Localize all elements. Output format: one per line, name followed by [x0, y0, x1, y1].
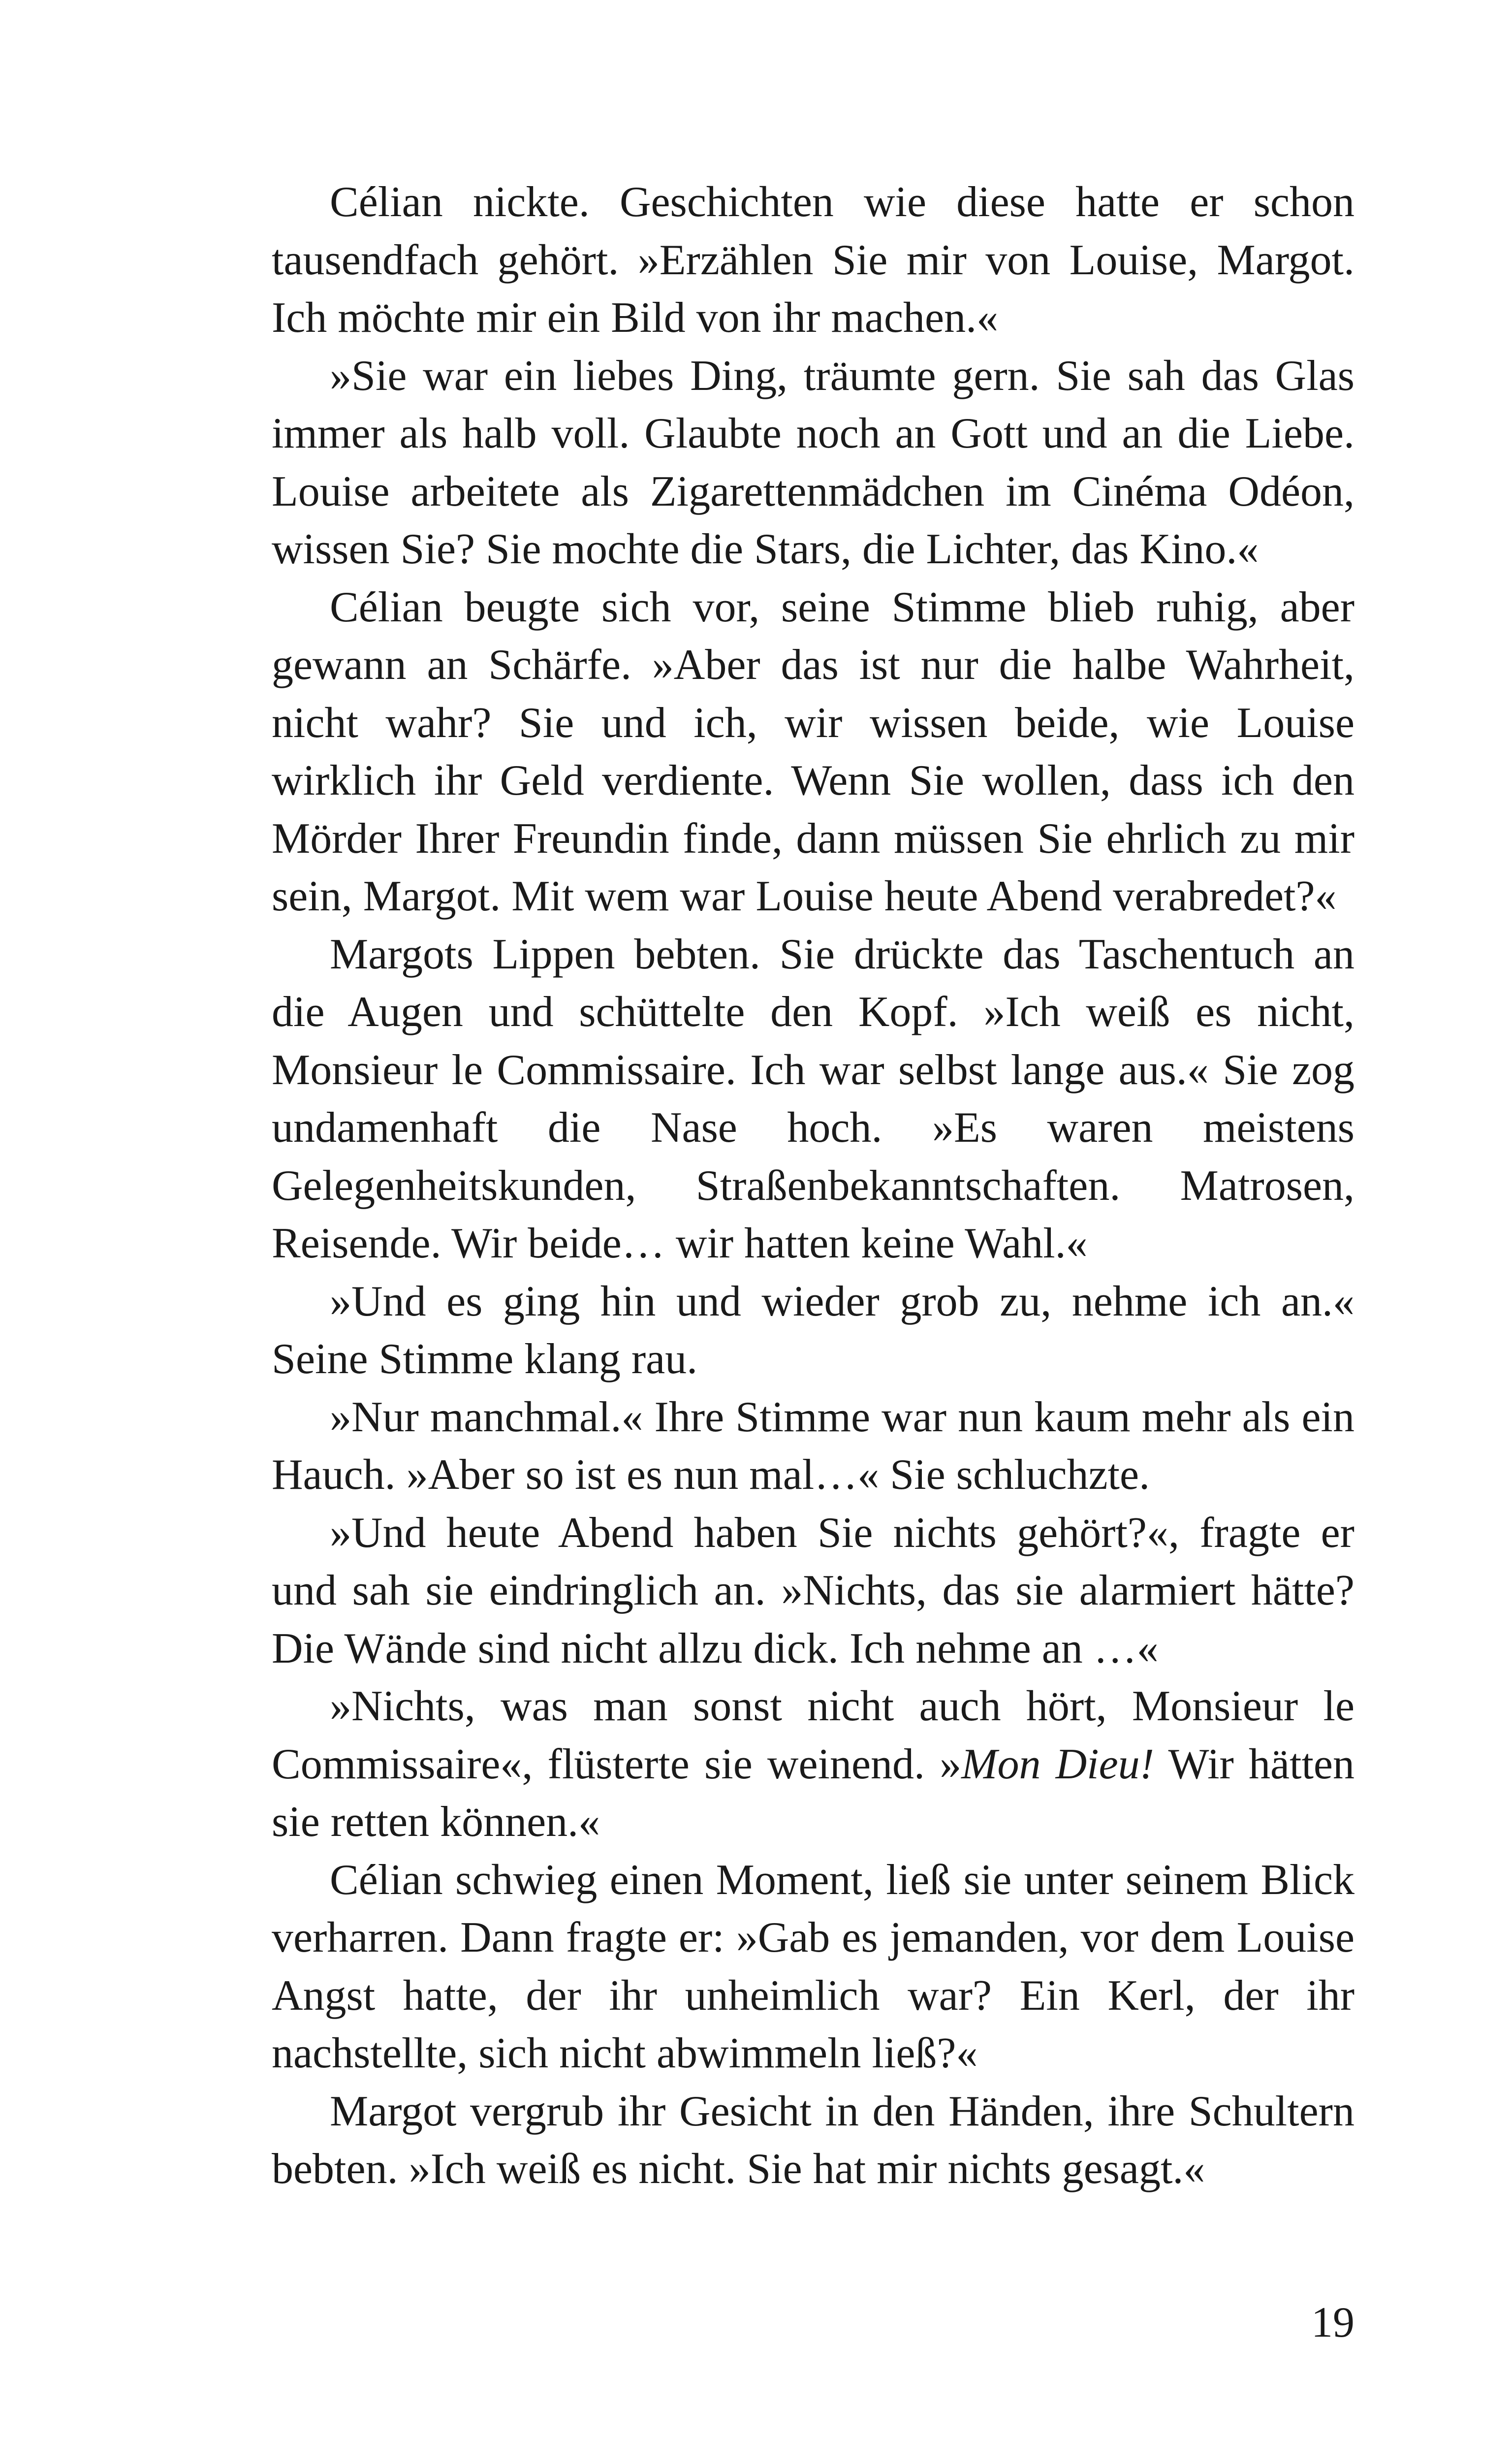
text-run: Célian beugte sich vor, seine Stimme blieb ruhig, aber gewann an Schärfe. »Aber das ist nur die halbe Wahrheit, nicht wahr? Sie und ich, wir wissen beide, wie Louise wirklich ihr Geld verdiente. Wenn Sie wollen, dass ich den Mörder Ihrer Freundin finde, dann müssen Sie ehrlich zu mir sein, Margot. Mit wem war Louise heute Abend verabredet?«: [272, 583, 1354, 920]
text-run: »Nur manchmal.« Ihre Stimme war nun kaum mehr als ein Hauch. »Aber so ist es nun mal…« Sie schluchzte.: [272, 1393, 1354, 1499]
paragraph: [272, 579, 1354, 926]
paragraph: [272, 1851, 1354, 2083]
text-run: »Sie war ein liebes Ding, träumte gern. Sie sah das Glas immer als halb voll. Glaubte noch an Gott und an die Liebe. Louise arbeitete als Zigarettenmädchen im Cinéma Odéon, wissen Sie? Sie mochte die Stars, die Lichter, das Kino.«: [272, 352, 1354, 573]
text-run: »Nichts, was man sonst nicht auch hört, Monsieur le Commissaire«, flüsterte sie weinend. »: [272, 1682, 1354, 1788]
paragraph: [272, 1273, 1354, 1388]
paragraph: [272, 1677, 1354, 1851]
text-run: Margots Lippen bebten. Sie drückte das Taschentuch an die Augen und schüttelte den Kopf. »Ich weiß es nicht, Monsieur le Commissaire. Ich war selbst lange aus.« Sie zog undamenhaft die Nase hoch. »Es waren meistens Gelegenheitskunden, Straßenbekanntschaften. Matrosen, Reisende. Wir beide… wir hatten keine Wahl.«: [272, 930, 1354, 1267]
body-text: [272, 173, 1354, 2198]
text-run: »Und heute Abend haben Sie nichts gehört?«, fragte er und sah sie eindringlich an. »Nichts, das sie alarmiert hätte? Die Wände sind nicht allzu dick. Ich nehme an …«: [272, 1509, 1354, 1672]
paragraph: [272, 1388, 1354, 1504]
paragraph: [272, 926, 1354, 1273]
text-run: Célian schwieg einen Moment, ließ sie unter seinem Blick verharren. Dann fragte er: »Gab es jemanden, vor dem Louise Angst hatte, der ihr unheimlich war? Ein Kerl, der ihr nachstellte, sich nicht abwimmeln ließ?«: [272, 1856, 1354, 2077]
italic-text-run: Mon Dieu!: [961, 1740, 1154, 1788]
text-run: »Und es ging hin und wieder grob zu, nehme ich an.« Seine Stimme klang rau.: [272, 1277, 1354, 1383]
text-run: Wir hätten sie retten können.«: [272, 1740, 1354, 1846]
page-number: 19: [1311, 2299, 1354, 2347]
text-run: Célian nickte. Geschichten wie diese hatte er schon tausendfach gehört. »Erzählen Sie mir von Louise, Margot. Ich möchte mir ein Bild von ihr machen.«: [272, 178, 1354, 342]
paragraph: [272, 347, 1354, 579]
paragraph: [272, 2083, 1354, 2198]
paragraph: [272, 1504, 1354, 1678]
text-run: Margot vergrub ihr Gesicht in den Händen, ihre Schultern bebten. »Ich weiß es nicht. Sie hat mir nichts gesagt.«: [272, 2087, 1354, 2193]
paragraph: [272, 173, 1354, 347]
